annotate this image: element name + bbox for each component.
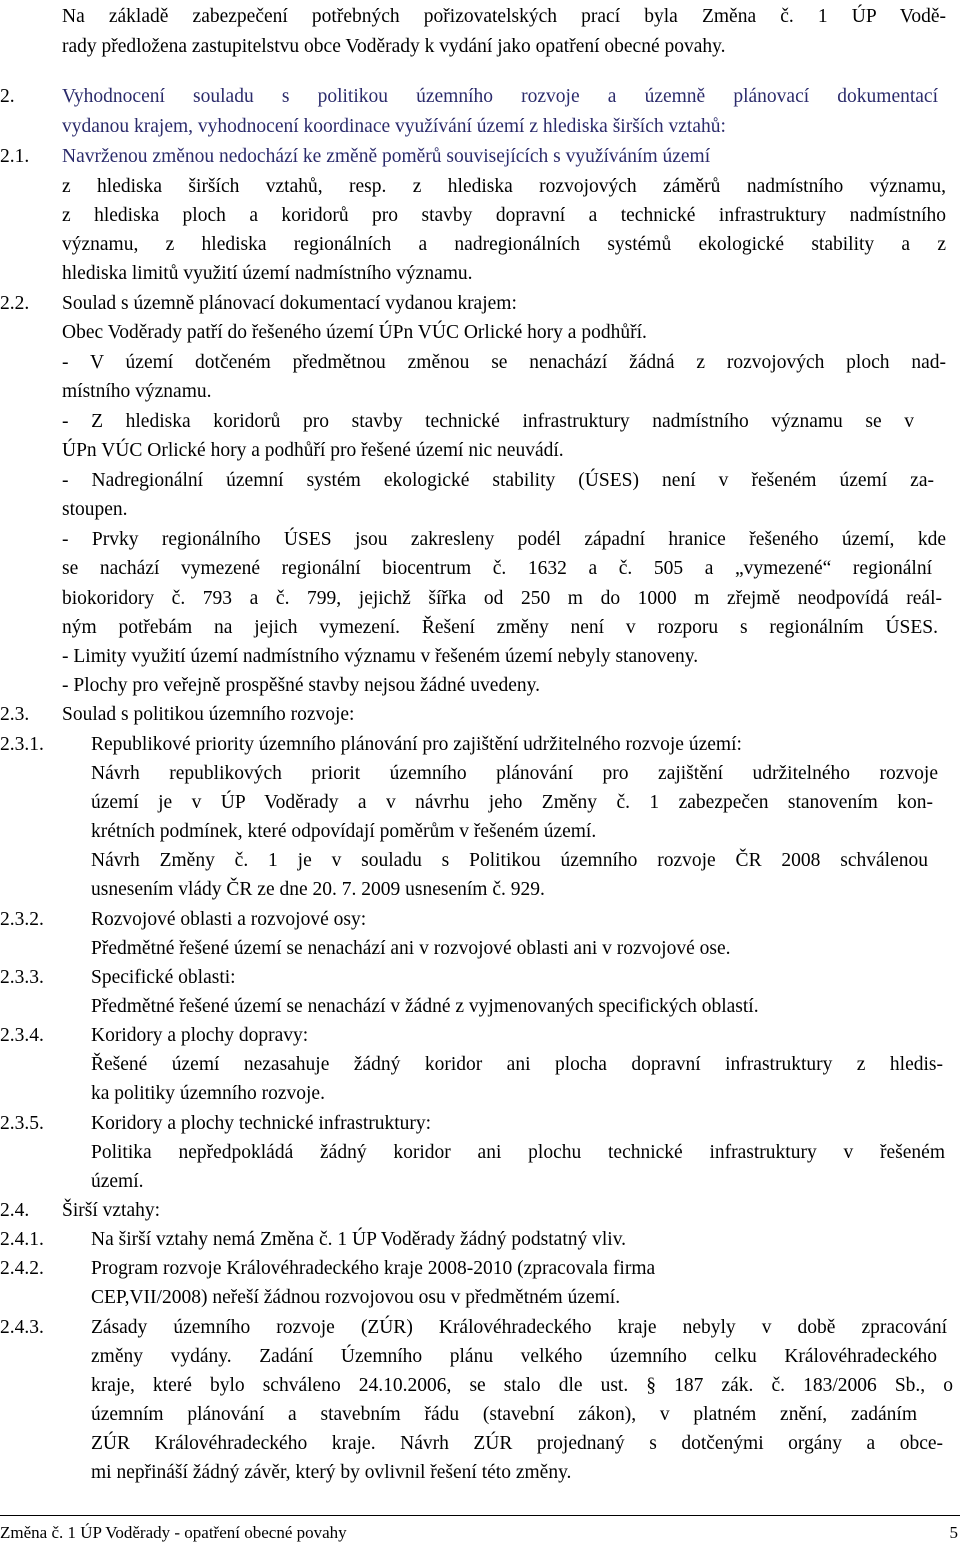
section-2-3-4-line: 2.3.4. Koridory a plochy dopravy:: [0, 1025, 309, 1046]
footer-divider: [0, 1515, 960, 1516]
page-number: 5: [949, 1523, 958, 1542]
intro-paragraph-line: rady předložena zastupitelstvu obce Voděrady k vydání jako opatření obecné povahy.: [62, 36, 726, 57]
section-2-3-3-line: Předmětné řešené území se nenachází v žádné z vyjmenovaných specifických oblastí.: [91, 996, 759, 1017]
section-2-2-line: místního významu.: [62, 381, 212, 402]
section-2-4-heading: 2.4. Širší vztahy:: [0, 1200, 161, 1221]
section-2-3-1-line: území je v ÚP Voděrady a v návrhu jeho Změny č. 1 zabezpečen stanovením kon-: [91, 792, 933, 813]
section-2-2-line: biokoridory č. 793 a č. 799, jejichž šířka od 250 m do 1000 m zřejmě neodpovídá reál-: [62, 588, 942, 609]
page-footer: [0, 1521, 960, 1545]
section-2-3-2-line: Předmětné řešené území se nenachází ani v rozvojové oblasti ani v rozvojové ose.: [91, 938, 731, 959]
intro-paragraph-line: Na základě zabezpečení potřebných pořizovatelských prací byla Změna č. 1 ÚP Vodě-: [62, 6, 946, 27]
section-2-2-line: ÚPn VÚC Orlické hory a podhůří pro řešené území nic neuvádí.: [62, 440, 564, 461]
section-2-3-1-line: Návrh republikových priorit územního plánování pro zajištění udržitelného rozvoje: [91, 763, 938, 784]
section-2-2-line: se nachází vymezené regionální biocentrum č. 1632 a č. 505 a „vymezené“ regionální: [62, 558, 932, 579]
section-2-4-3-line: 2.4.3. Zásady územního rozvoje (ZÚR) Královéhradeckého kraje nebyly v době zpracování: [0, 1317, 947, 1338]
section-2-2-line: 2.2. Soulad s územně plánovací dokumentací vydanou krajem:: [0, 293, 517, 314]
section-2-2-line: stoupen.: [62, 499, 128, 520]
section-2-1-line: hlediska limitů využití území nadmístního významu.: [62, 263, 473, 284]
section-2-1-line: významu, z hlediska regionálních a nadregionálních systémů ekologické stability a z: [62, 234, 946, 255]
section-2-2-line: - Prvky regionálního ÚSES jsou zakresleny podél západní hranice řešeného území, kde: [62, 529, 946, 550]
section-2-3-2-line: 2.3.2. Rozvojové oblasti a rozvojové osy:: [0, 909, 367, 930]
section-2-2-line: - Z hlediska koridorů pro stavby technické infrastruktury nadmístního významu se v: [62, 411, 914, 432]
section-2-3-heading: 2.3. Soulad s politikou územního rozvoje:: [0, 704, 355, 725]
section-2-4-3-line: kraje, které bylo schváleno 24.10.2006, se stalo dle ust. § 187 zák. č. 183/2006 Sb., o: [91, 1375, 953, 1396]
section-2-4-2-line: CEP,VII/2008) neřeší žádnou rozvojovou osu v předmětném území.: [91, 1287, 621, 1308]
section-2-2-line: Obec Voděrady patří do řešeného území ÚPn VÚC Orlické hory a podhůří.: [62, 322, 647, 343]
section-2-3-4-line: ka politiky územního rozvoje.: [91, 1083, 325, 1104]
section-2-3-4-line: Řešené území nezasahuje žádný koridor ani plocha dopravní infrastruktury z hledis-: [91, 1054, 943, 1075]
section-2-heading: 2. Vyhodnocení souladu s politikou územního rozvoje a územně plánovací dokumentací: [0, 86, 938, 107]
section-2-3-1-line: usnesením vlády ČR ze dne 20. 7. 2009 usnesením č. 929.: [91, 879, 545, 900]
section-2-1-line: z hlediska širších vztahů, resp. z hlediska rozvojových záměrů nadmístního významu,: [62, 176, 946, 197]
section-2-4-2-line: 2.4.2. Program rozvoje Královéhradeckého kraje 2008-2010 (zpracovala firma: [0, 1258, 656, 1279]
section-2-3-1-line: Návrh Změny č. 1 je v souladu s Politikou územního rozvoje ČR 2008 schválenou: [91, 850, 928, 871]
section-2-3-5-line: 2.3.5. Koridory a plochy technické infrastruktury:: [0, 1113, 432, 1134]
section-2-heading: vydanou krajem, vyhodnocení koordinace využívání území z hlediska širších vztahů:: [62, 116, 726, 137]
section-2-4-1-line: 2.4.1. Na širší vztahy nemá Změna č. 1 ÚP Voděrady žádný podstatný vliv.: [0, 1229, 627, 1250]
section-2-1-line: 2.1. Navrženou změnou nedochází ke změně poměrů souvisejících s využíváním území: [0, 146, 711, 167]
footer-document-title: Změna č. 1 ÚP Voděrady - opatření obecné povahy: [0, 1523, 347, 1542]
section-2-1-line: z hlediska ploch a koridorů pro stavby dopravní a technické infrastruktury nadmístního: [62, 205, 946, 226]
section-2-4-3-line: ZÚR Královéhradeckého kraje. Návrh ZÚR projednaný s dotčenými orgány a obce-: [91, 1433, 943, 1454]
section-2-3-1-line: 2.3.1. Republikové priority územního plánování pro zajištění udržitelného rozvoje území:: [0, 734, 742, 755]
section-2-4-3-line: územním plánování a stavebním řádu (stavební zákon), v platném znění, zadáním: [91, 1404, 917, 1425]
section-2-3-1-line: krétních podmínek, které odpovídají poměrům v řešeném území.: [91, 821, 597, 842]
section-2-3-5-line: území.: [91, 1171, 144, 1192]
section-2-2-line: - Limity využití území nadmístního významu v řešeném území nebyly stanoveny.: [62, 646, 699, 667]
section-2-2-line: - V území dotčeném předmětnou změnou se nenachází žádná z rozvojových ploch nad-: [62, 352, 946, 373]
section-2-2-line: ným potřebám na jejich vymezení. Řešení změny není v rozporu s regionálním ÚSES.: [62, 617, 938, 638]
section-2-2-line: - Nadregionální územní systém ekologické stability (ÚSES) není v řešeném území za-: [62, 470, 934, 491]
section-2-4-3-line: mi nepřináší žádný závěr, který by ovlivnil řešení této změny.: [91, 1462, 572, 1483]
section-2-2-line: - Plochy pro veřejně prospěšné stavby nejsou žádné uvedeny.: [62, 675, 540, 696]
section-2-3-3-line: 2.3.3. Specifické oblasti:: [0, 967, 236, 988]
section-2-3-5-line: Politika nepředpokládá žádný koridor ani plochu technické infrastruktury v řešeném: [91, 1142, 945, 1163]
section-2-4-3-line: změny vydány. Zadání Územního plánu velkého územního celku Královéhradeckého: [91, 1346, 937, 1367]
